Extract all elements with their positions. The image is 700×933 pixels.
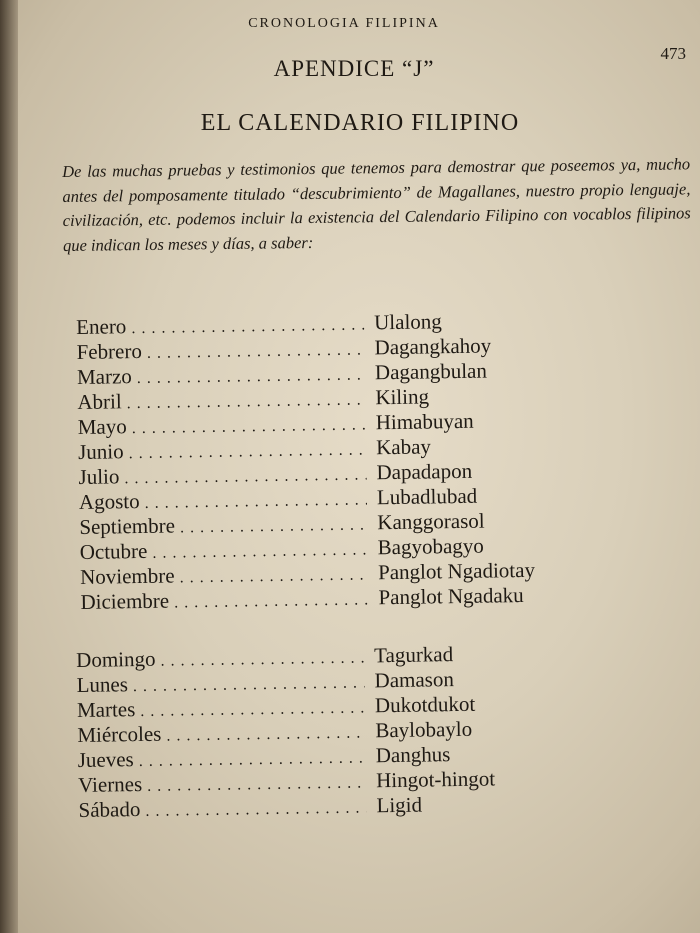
- filipino-month: Kanggorasol: [377, 508, 485, 535]
- filipino-month: Kabay: [375, 434, 432, 460]
- spanish-month: Abril . . .: [77, 385, 365, 417]
- spanish-day: Sábado . . .: [78, 793, 366, 825]
- spanish-month: Marzo . . .: [77, 360, 365, 392]
- spanish-month: Mayo . . .: [78, 410, 366, 442]
- filipino-month: Lubadlubad: [376, 483, 478, 510]
- filipino-day: Tagurkad: [373, 642, 454, 668]
- spanish-day: Domingo . . .: [76, 643, 364, 675]
- spanish-month: Noviembre . . .: [80, 560, 368, 592]
- filipino-month: Panglot Ngadiotay: [377, 557, 536, 585]
- filipino-month: Panglot Ngadaku: [378, 583, 524, 610]
- spanish-day: Jueves . . .: [78, 743, 366, 775]
- section-title: EL CALENDARIO FILIPINO: [200, 110, 520, 136]
- spanish-month: Diciembre . . .: [80, 585, 368, 617]
- intro-paragraph: De las muchas pruebas y testimonios que tenemos para demostrar que poseemos ya, mucho antes del pomposamente titulado “descubrimiento” de Magallanes, nuestro propio lenguaje, civilización, etc. podemos incluir la existencia del Calendario Filipino con vocablos filipinos que indican los meses y días, a saber:: [62, 154, 691, 255]
- spanish-month: Julio . . .: [78, 460, 366, 492]
- spanish-day: Martes . . .: [77, 693, 365, 725]
- spanish-day: Viernes . . .: [78, 768, 366, 800]
- filipino-month: Dagangkahoy: [374, 333, 492, 360]
- spanish-month: Enero . . .: [76, 310, 364, 342]
- spanish-month: Febrero . . .: [76, 335, 364, 367]
- filipino-day: Damason: [374, 667, 455, 693]
- spanish-month: Junio . . .: [78, 435, 366, 467]
- page-number: 473: [660, 44, 686, 63]
- filipino-day: Dukotdukot: [374, 691, 476, 718]
- spanish-month: Octubre . . .: [80, 535, 368, 567]
- filipino-month: Bagyobagyo: [377, 533, 485, 560]
- running-head: CRONOLOGIA FILIPINA: [248, 16, 440, 31]
- appendix-title: APENDICE “J”: [273, 56, 435, 81]
- spanish-day: Lunes . . .: [76, 668, 364, 700]
- filipino-month: Dagangbulan: [374, 358, 488, 385]
- days-list: [76, 642, 496, 823]
- filipino-day: Ligid: [376, 792, 423, 818]
- filipino-month: Kiling: [375, 384, 430, 410]
- filipino-month: Dapadapon: [376, 458, 473, 485]
- spanish-month: Agosto . . .: [79, 485, 367, 517]
- spanish-day: Miércoles . . .: [77, 718, 365, 750]
- months-list: [76, 309, 536, 615]
- filipino-day: Hingot-hingot: [375, 766, 496, 793]
- filipino-day: Danghus: [375, 742, 451, 768]
- filipino-day: Baylobaylo: [375, 716, 473, 743]
- filipino-month: Ulalong: [373, 309, 442, 335]
- filipino-month: Himabuyan: [375, 408, 474, 435]
- spanish-month: Septiembre . . .: [79, 510, 367, 542]
